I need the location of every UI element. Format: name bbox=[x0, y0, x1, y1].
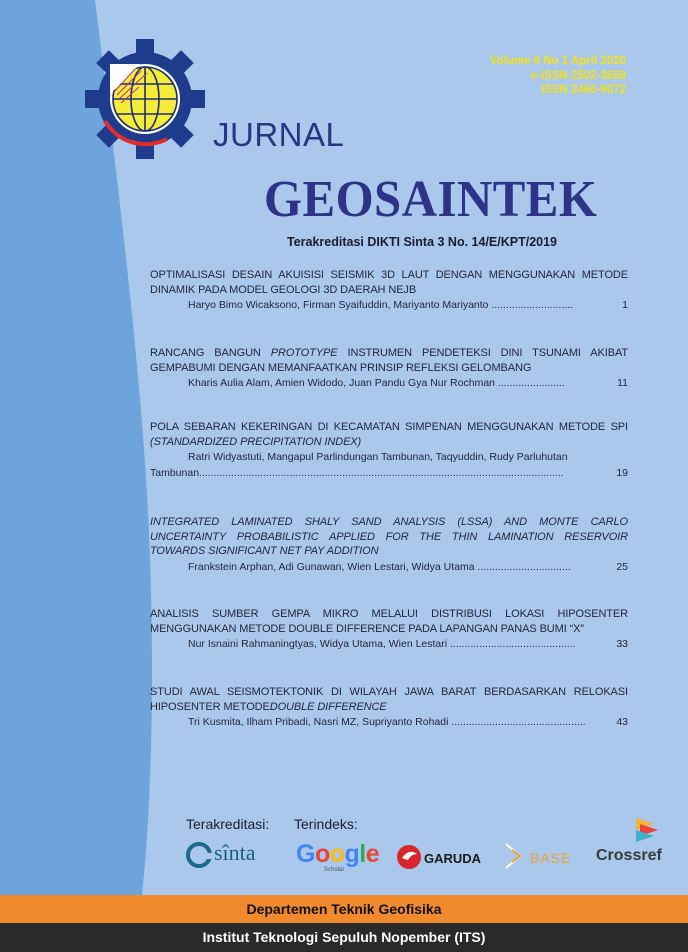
article-title: ANALISIS SUMBER GEMPA MIKRO MELALUI DISTRIBUSI LOKASI HIPOSENTER MENGGUNAKAN METODE DOUBLE DIFFERENCE PADA LAPANGAN PANAS BUMI “X” bbox=[150, 608, 628, 635]
article-authors-line1: Ratri Widyastuti, Mangapul Parlindungan Tambunan, Taqyuddin, Rudy Parluhutan bbox=[188, 451, 568, 463]
indexing-logos bbox=[186, 816, 666, 876]
base-logo[interactable] bbox=[504, 842, 576, 872]
base-text: BASE bbox=[530, 850, 572, 866]
jurnal-label: JURNAL bbox=[213, 116, 345, 153]
article-title bbox=[150, 685, 628, 714]
author-list: Tambunan............................................................................................................................. bbox=[150, 467, 564, 479]
title-text-rest: INSTRUMEN PENDETEKSI DINI TSUNAMI AKIBAT GEMPABUMI DENGAN MEMANFAATKAN PRINSIP REFLEKSI GELOMBANG bbox=[150, 347, 628, 374]
journal-logo-icon bbox=[84, 38, 206, 160]
department-footer: Departemen Teknik Geofisika bbox=[0, 895, 688, 923]
article-4[interactable] bbox=[150, 515, 628, 575]
article-authors bbox=[150, 560, 628, 575]
crossref-text: Crossref bbox=[596, 847, 662, 864]
terakreditasi-label: Terakreditasi: bbox=[186, 816, 270, 832]
article-6[interactable] bbox=[150, 685, 628, 730]
title-text: RANCANG BANGUN bbox=[150, 347, 271, 359]
author-list: Frankstein Arphan, Adi Gunawan, Wien Lestari, Widya Utama ................................ bbox=[188, 560, 571, 573]
institute-footer: Institut Teknologi Sepuluh Nopember (ITS) bbox=[0, 923, 688, 952]
article-authors bbox=[150, 376, 628, 391]
scholar-text: Scholar bbox=[324, 867, 345, 873]
garuda-icon bbox=[396, 844, 422, 870]
article-page: 33 bbox=[616, 638, 628, 650]
sinta-logo[interactable] bbox=[186, 838, 278, 872]
title-italic: (STANDARDIZED PRECIPITATION INDEX) bbox=[150, 435, 362, 448]
article-authors bbox=[150, 298, 628, 313]
article-title bbox=[150, 515, 628, 559]
article-page: 25 bbox=[616, 560, 628, 573]
title-text: STUDI AWAL SEISMOTEKTONIK DI WILAYAH JAWA BARAT BERDASARKAN RELOKASI HIPOSENTER METODE bbox=[150, 686, 628, 713]
garuda-logo[interactable] bbox=[396, 844, 492, 874]
accreditation-note: Terakreditasi DIKTI Sinta 3 No. 14/E/KPT/2019 bbox=[287, 235, 558, 249]
author-list: Kharis Aulia Alam, Amien Widodo, Juan Pandu Gya Nur Rochman ....................... bbox=[188, 377, 566, 389]
article-authors bbox=[150, 637, 628, 652]
issn: ISSN 2460-9072 bbox=[540, 84, 626, 96]
article-page: 19 bbox=[616, 467, 628, 479]
article-2[interactable] bbox=[150, 346, 628, 391]
volume-info bbox=[490, 54, 626, 98]
title-italic: DOUBLE DIFFERENCE bbox=[269, 700, 387, 713]
sinta-text: sînta bbox=[214, 840, 256, 865]
article-page: 43 bbox=[616, 716, 628, 728]
article-3[interactable] bbox=[150, 420, 628, 481]
article-authors-line2 bbox=[150, 466, 628, 481]
terindeks-label: Terindeks: bbox=[294, 816, 358, 832]
volume-number: Volume 6 No 1 April 2020 bbox=[489, 55, 626, 67]
base-icon bbox=[504, 842, 530, 870]
article-1[interactable] bbox=[150, 268, 628, 313]
article-title bbox=[150, 420, 628, 449]
author-list: Tri Kusmita, Ilham Pribadi, Nasri MZ, Supriyanto Rohadi .............................................. bbox=[188, 716, 586, 728]
author-list: Haryo Bimo Wicaksono, Firman Syaifuddin, Mariyanto Mariyanto ............................ bbox=[188, 299, 574, 311]
article-title: OPTIMALISASI DESAIN AKUISISI SEISMIK 3D LAUT DENGAN MENGGUNAKAN METODE DINAMIK PADA MODEL GEOLOGI 3D DAERAH NEJB bbox=[150, 269, 628, 296]
article-5[interactable] bbox=[150, 607, 628, 652]
author-list: Nur Isnaini Rahmaningtyas, Widya Utama, Wien Lestari ........................................... bbox=[188, 638, 576, 650]
article-title bbox=[150, 346, 628, 375]
garuda-text: GARUDA bbox=[424, 851, 482, 866]
journal-title: GEOSAINTEK bbox=[264, 171, 598, 228]
article-authors bbox=[150, 715, 628, 730]
eissn: e-ISSN 2502-3659 bbox=[530, 69, 626, 82]
title-italic: INTEGRATED LAMINATED SHALY SAND ANALYSIS (LSSA) AND MONTE CARLO UNCERTAINTY PROBABILISTIC APPLIED FOR THE THIN LAMINATION RESERVOIR TOWARDS SIGNIFICANT NET PAY ADDITION bbox=[150, 516, 628, 557]
title-text: POLA SEBARAN KEKERINGAN DI KECAMATAN SIMPENAN MENGGUNAKAN METODE SPI bbox=[150, 421, 628, 433]
article-page: 11 bbox=[617, 377, 628, 389]
title-italic: PROTOTYPE bbox=[270, 347, 338, 359]
crossref-logo[interactable] bbox=[596, 816, 672, 874]
sinta-icon bbox=[186, 842, 212, 868]
crossref-icon bbox=[634, 816, 660, 846]
article-page: 1 bbox=[622, 299, 628, 311]
google-scholar-logo[interactable] bbox=[296, 840, 386, 876]
google-text: Google bbox=[296, 840, 380, 868]
